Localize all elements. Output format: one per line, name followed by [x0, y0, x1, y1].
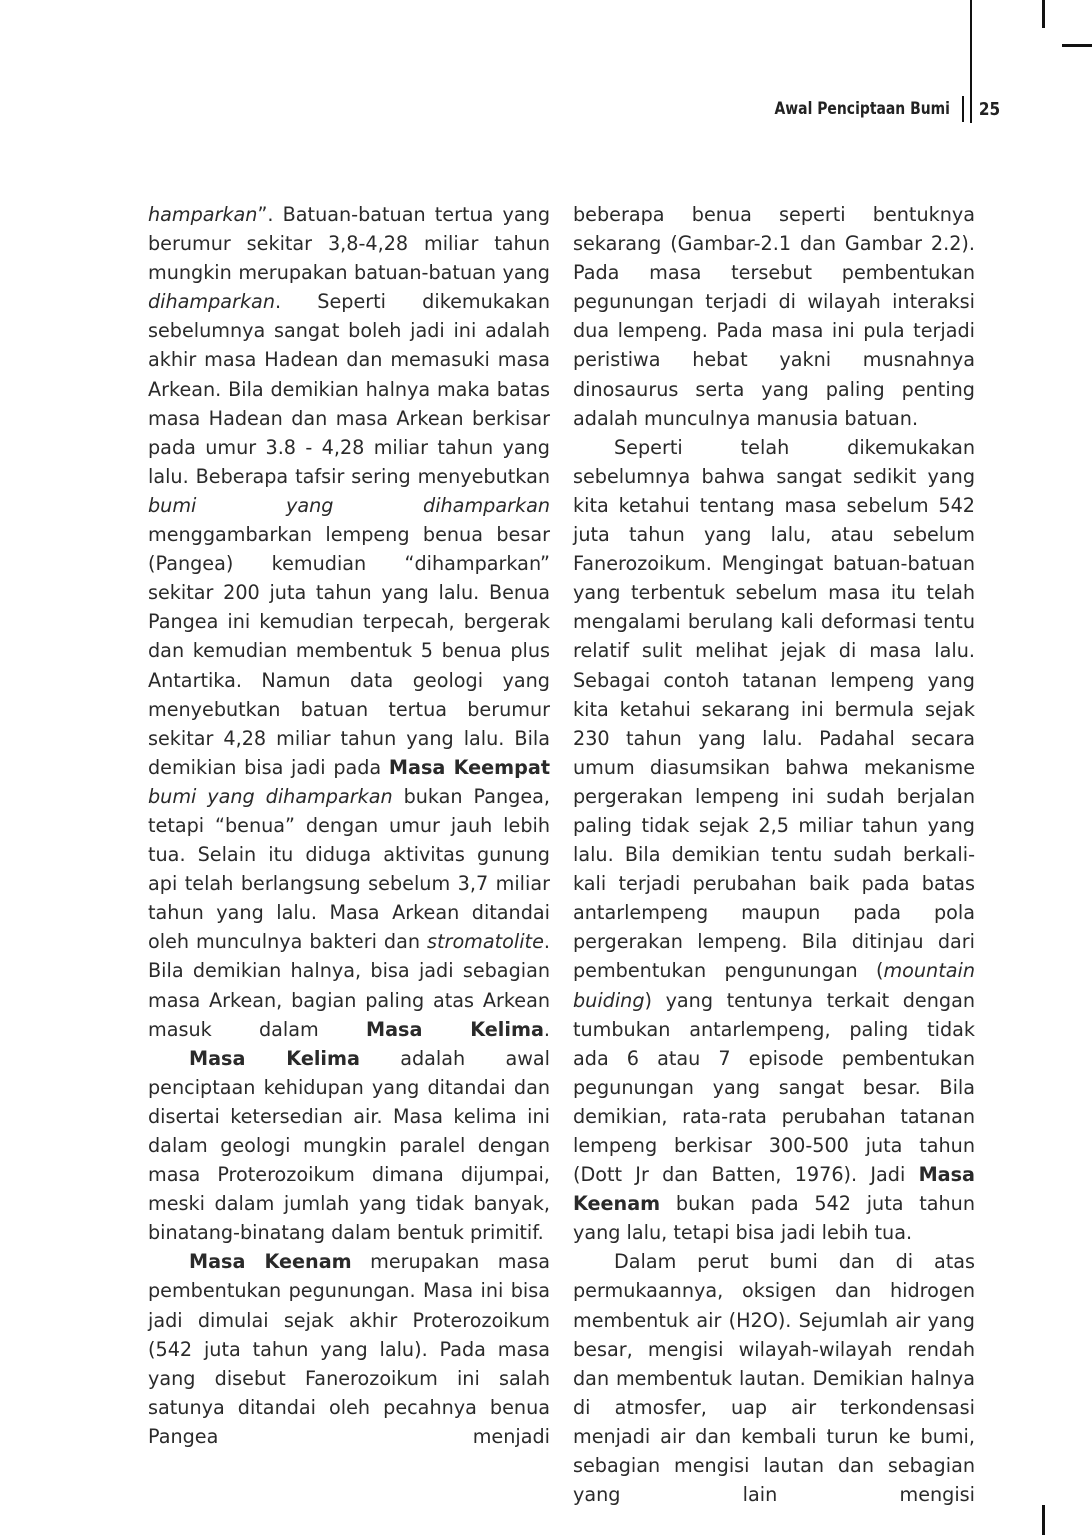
bold-term: Masa Kelima	[365, 1017, 544, 1041]
italic-term: bumi yang dihamparkan	[148, 784, 393, 808]
right-column	[573, 200, 975, 1509]
paragraph	[148, 1044, 550, 1248]
text-run: Seperti telah dikemukakan sebelumnya bahwa sangat sedikit yang kita ketahui tentang masa sebelum 542 juta tahun yang lalu, atau sebelum Fanerozoikum. Mengingat batuan-batuan yang terbentuk sebelum masa itu telah mengalami berulang kali deformasi tentu relatif sulit melihat jejak di masa lalu. Sebagai contoh tatanan lempeng yang kita ketahui sekarang ini bermula sejak 230 tahun yang lalu. Padahal secara umum diasumsikan bahwa mekanisme pergerakan lempeng ini sudah berjalan paling tidak sejak 2,5 miliar tahun yang lalu. Bila demikian tentu sudah berkali-kali terjadi perubahan baik pada batas antarlempeng maupun pada pola pergerakan lempeng. Bila ditinjau dari pembentukan pengunungan (	[573, 435, 975, 983]
crop-mark-top-horizontal	[1062, 44, 1092, 47]
italic-term: bumi yang dihamparkan	[148, 493, 550, 517]
text-run: bukan Pangea, tetapi “benua” dengan umur jauh lebih tua. Selain itu diduga aktivitas gunung api telah berlangsung sebelum 3,7 miliar tahun yang lalu. Masa Arkean ditandai oleh munculnya bakteri dan	[148, 784, 550, 954]
paragraph	[148, 200, 550, 1044]
header-separator	[962, 96, 964, 122]
paragraph	[148, 1247, 550, 1451]
italic-term: stromatolite	[427, 930, 544, 954]
text-run: adalah awal penciptaan kehidupan yang ditandai dan disertai ketersedian air. Masa kelima ini dalam geologi mungkin paralel dengan masa Proterozoikum dimana dijumpai, meski dalam jumlah yang tidak banyak, binatang-binatang dalam bentuk primitif.	[148, 1046, 551, 1245]
left-column	[148, 200, 550, 1451]
text-run: . Seperti dikemukakan sebelumnya sangat boleh jadi ini adalah akhir masa Hadean dan memasuki masa Arkean. Bila demikian halnya maka batas masa Hadean dan masa Arkean berkisar pada umur 3.8 - 4,28 miliar tahun yang lalu. Beberapa tafsir sering menyebutkan	[148, 290, 550, 488]
italic-term: dihamparkan	[148, 290, 275, 314]
bold-term: Masa Keempat	[388, 755, 550, 779]
italic-term: hamparkan	[148, 203, 258, 226]
text-run: .	[543, 1017, 550, 1041]
text-run: menggambarkan lempeng benua besar (Pangea) kemudian “dihamparkan” sekitar 200 juta tahun yang lalu. Benua Pangea ini kemudian terpecah, bergerak dan kemudian membentuk 5 benua plus Antartika. Namun data geologi yang menyebutkan batuan tertua berumur sekitar 4,28 miliar tahun yang lalu. Bila demikian bisa jadi pada	[148, 523, 550, 779]
text-run: beberapa benua seperti bentuknya sekarang (Gambar-2.1 dan Gambar 2.2). Pada masa tersebut pembentukan pegunungan terjadi di wilayah interaksi dua lempeng. Pada masa ini pula terjadi peristiwa hebat yakni musnahnya dinosaurus serta yang paling penting adalah munculnya manusia batuan.	[573, 203, 975, 430]
paragraph	[573, 1247, 975, 1509]
text-run: bukan pada 542 juta tahun yang lalu, tetapi bisa jadi lebih tua.	[573, 1192, 975, 1245]
text-run: merupakan masa pembentukan pegunungan. Masa ini bisa jadi dimulai sejak akhir Proterozoikum (542 juta tahun yang lalu). Pada masa yang disebut Fanerozoikum ini salah satunya ditandai oleh pecahnya benua Pangea menjadi	[148, 1250, 550, 1448]
text-run: ”. Batuan-batuan tertua yang berumur sekitar 3,8-4,28 miliar tahun mungkin merupakan batuan-batuan yang	[148, 203, 550, 285]
italic-term: mountain buiding	[573, 959, 975, 1012]
bold-term: Masa Keenam	[573, 1163, 975, 1216]
text-run: . Bila demikian halnya, bisa jadi sebagian masa Arkean, bagian paling atas Arkean masuk dalam	[148, 930, 550, 1041]
crop-mark-bottom-vertical	[1042, 1505, 1045, 1535]
text-run: ) yang tentunya terkait dengan tumbukan antarlempeng, paling tidak ada 6 atau 7 episode pembentukan pegunungan yang sangat besar. Bila demikian, rata-rata perubahan tatanan lempeng berkisar 300-500 juta tahun (Dott Jr dan Batten, 1976). Jadi	[573, 988, 975, 1187]
text-run: Dalam perut bumi dan di atas permukaannya, oksigen dan hidrogen membentuk air (H2O). Sejumlah air yang besar, mengisi wilayah-wilayah rendah dan membentuk lautan. Demikian halnya di atmosfer, uap air terkondensasi menjadi air dan kembali turun ke bumi, sebagian mengisi lautan dan sebagian yang lain mengisi	[573, 1250, 975, 1507]
chapter-title: Awal Penciptaan Bumi	[774, 99, 950, 119]
bold-term: Masa Kelima	[189, 1046, 360, 1070]
crop-mark-top-vertical	[1042, 0, 1045, 28]
running-header	[736, 96, 1002, 122]
paragraph	[573, 433, 975, 1248]
bold-term: Masa Keenam	[189, 1250, 352, 1274]
paragraph	[573, 200, 975, 433]
page-number: 25	[978, 98, 1001, 120]
